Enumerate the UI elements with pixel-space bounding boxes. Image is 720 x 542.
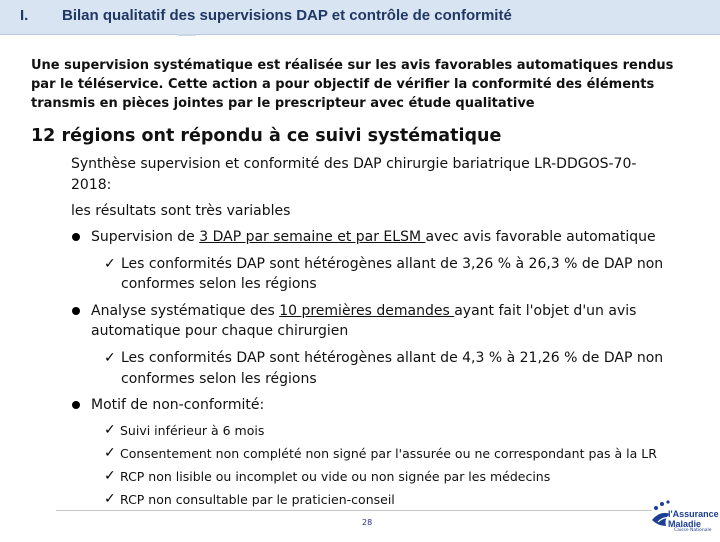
bullet-1-text-before: Supervision de bbox=[91, 229, 200, 245]
bullet-2-sub-line-1: Les conformités DAP sont hétérogènes allant de 4,3 % à 21,26 % de DAP non bbox=[121, 350, 664, 366]
bullet-2-text bbox=[91, 301, 636, 321]
reason-item: RCP non consultable par le praticien-conseil bbox=[120, 492, 395, 507]
bullet-2-text-before: Analyse systématique des bbox=[91, 303, 280, 319]
bullet-1-sub-line-2: conformes selon les régions bbox=[121, 276, 317, 292]
intro-paragraph: Une supervision systématique est réalisée sur les avis favorables automatiques rendus par le téléservice. Cette action a pour objectif de vérifier la conformité des éléments transmis en pièces jointes par le prescripteur avec étude qualitative bbox=[31, 58, 674, 111]
logo-line-2: Maladie bbox=[668, 519, 702, 529]
footer-divider bbox=[56, 510, 652, 511]
section-number: I. bbox=[20, 7, 29, 24]
headline: 12 régions ont répondu à ce suivi systématique bbox=[31, 126, 502, 146]
footer bbox=[0, 490, 720, 540]
reason-item: Consentement non complété non signé par l'assurée ou ne correspondant pas à la LR bbox=[120, 446, 657, 461]
check-mark-icon: ✓ bbox=[104, 350, 116, 366]
reason-item: RCP non lisible ou incomplet ou vide ou non signée par les médecins bbox=[120, 469, 551, 484]
check-mark-icon: ✓ bbox=[104, 445, 116, 461]
check-mark-icon: ✓ bbox=[104, 256, 116, 272]
slide-title: Bilan qualitatif des supervisions DAP et contrôle de conformité bbox=[62, 7, 512, 24]
bullet-dot-icon bbox=[72, 233, 80, 241]
bullet-dot-icon bbox=[72, 401, 80, 409]
check-mark-icon: ✓ bbox=[104, 491, 116, 507]
bullet-2-text-after: ayant fait l'objet d'un avis bbox=[454, 303, 637, 319]
page-number: 28 bbox=[362, 518, 373, 527]
check-mark-icon: ✓ bbox=[104, 422, 116, 438]
synthesis-line-2: 2018: bbox=[71, 177, 112, 193]
reason-item: Suivi inférieur à 6 mois bbox=[120, 423, 265, 438]
bullet-3-label: Motif de non-conformité: bbox=[91, 397, 265, 413]
bullet-dot-icon bbox=[72, 307, 80, 315]
bullet-1-sub-line-1: Les conformités DAP sont hétérogènes allant de 3,26 % à 26,3 % de DAP non bbox=[121, 256, 664, 272]
bullet-2-text-underlined: 10 premières demandes bbox=[279, 303, 455, 319]
bullet-1-text bbox=[91, 227, 656, 247]
bullet-2-line-2: automatique pour chaque chirurgien bbox=[91, 323, 349, 339]
synthesis-line-1: Synthèse supervision et conformité des DAP chirurgie bariatrique LR-DDGOS-70- bbox=[71, 156, 637, 172]
logo-subtitle: Caisse Nationale bbox=[674, 528, 712, 533]
check-mark-icon: ✓ bbox=[104, 468, 116, 484]
assurance-maladie-logo bbox=[646, 496, 718, 538]
bullet-2-sub-line-2: conformes selon les régions bbox=[121, 371, 317, 387]
title-bar bbox=[0, 0, 720, 35]
bullet-1-text-after: avec avis favorable automatique bbox=[425, 229, 656, 245]
title-underline-accent bbox=[178, 34, 196, 36]
logo-line-1: l'Assurance bbox=[668, 509, 719, 519]
synthesis-line-3: les résultats sont très variables bbox=[71, 203, 291, 219]
bullet-1-text-underlined: 3 DAP par semaine et par ELSM bbox=[199, 229, 426, 245]
